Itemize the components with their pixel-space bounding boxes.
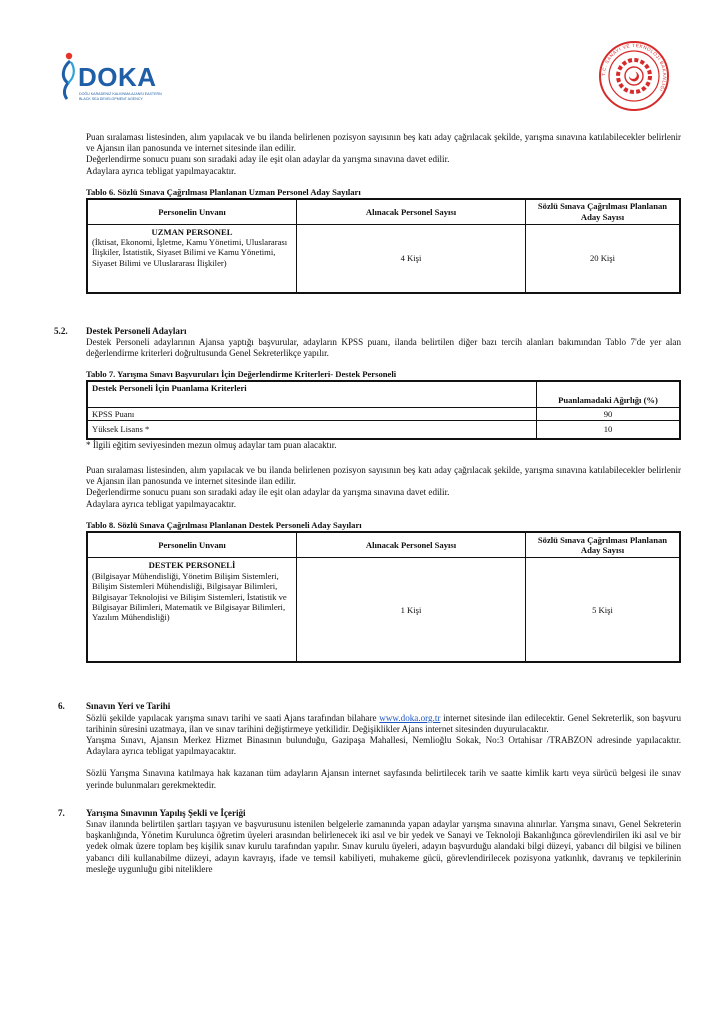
table8-title-cell	[87, 558, 297, 663]
table6	[86, 198, 681, 294]
section-5-2-text: Destek Personeli adaylarının Ajansa yaptığı başvurular, adayların KPSS puanı, ilanda belirtilen diğer bazı tercih alanları bakımından Tablo 7'de yer alan değerlendirme kriterleri doğrultusunda Genel Sekreterlikçe yapılır.	[86, 336, 681, 358]
table8	[86, 531, 681, 664]
section-6-text: Sözlü şekilde yapılacak yarışma sınavı tarihi ve saati Ajans tarafından bilahare www.doka.org.tr internet sitesinde ilan edilecektir. Genel Sekreterlik, son başvuru tarihinin süresini uzatmaya, ilan ve sınav tarihini değiştirmeye yetkilidir. Değişiklikler Ajans internet sitesinden duyurulacaktır.	[86, 712, 681, 734]
table8-header-planned: Sözlü Sınava Çağrılması Planlanan Aday Sayısı	[526, 532, 681, 558]
intro-line-1: Puan sıralaması listesinden, alım yapılacak ve bu ilanda belirlenen pozisyon sayısının beş katı aday çağrılacak şekilde, yarışma sınavına katılabilecekler belirlenir ve Ajansın ilan panosunda ve internet sitesinde ilan edilir.	[86, 132, 681, 154]
table8-count: 1 Kişi	[297, 558, 526, 663]
doka-logo-text: DOKA	[78, 62, 157, 92]
table6-planned: 20 Kişi	[526, 224, 681, 293]
doka-website-link[interactable]: www.doka.org.tr	[379, 712, 441, 723]
section-5-2	[54, 325, 681, 360]
section-6	[58, 701, 681, 790]
section-6-number: 6.	[58, 701, 65, 712]
second-line-3: Adaylara ayrıca tebligat yapılmayacaktır.	[86, 498, 236, 509]
table7-row-label: KPSS Puanı	[87, 407, 537, 420]
section-7	[58, 807, 681, 875]
ministry-seal-icon	[598, 40, 670, 112]
table8-header-count: Alınacak Personel Sayısı	[297, 532, 526, 558]
table6-count: 4 Kişi	[297, 224, 526, 293]
table6-header-title: Personelin Unvanı	[87, 199, 297, 224]
table7	[86, 380, 681, 439]
intro-line-3: Adaylara ayrıca tebligat yapılmayacaktır.	[86, 165, 236, 176]
section-7-title: Yarışma Sınavının Yapılış Şekli ve İçeriği	[86, 807, 246, 818]
table6-caption: Tablo 6. Sözlü Sınava Çağrılması Planlanan Uzman Personel Aday Sayıları	[86, 186, 361, 197]
second-line-2: Değerlendirme sonucu puanı son sıradaki aday ile eşit olan adaylar da yarışma sınavına davet edilir.	[86, 487, 450, 498]
doka-logo-subtitle: DOĞU KARADENİZ KALKINMA AJANSI EASTERN BLACK SEA DEVELOPMENT AGENCY	[79, 92, 162, 101]
table7-caption: Tablo 7. Yarışma Sınavı Başvuruları İçin Değerlendirme Kriterleri- Destek Personeli	[86, 369, 397, 380]
table7-header-criteria: Destek Personeli İçin Puanlama Kriterleri	[87, 381, 537, 407]
table6-detail: (İktisat, Ekonomi, İşletme, Kamu Yönetimi, Uluslararası İlişkiler, İstatistik, Siyaset Bilimi ve Kamu Yönetimi, Siyaset Bilimi ve Uluslararası İlişkiler)	[92, 236, 288, 268]
section-6-id-requirement: Sözlü Yarışma Sınavına katılmaya hak kazanan tüm adayların Ajansın internet sayfasında belirtilecek tarih ve saatte kimlik kartı veya sürücü belgesi ile sınav yerinde bulunmaları gerekmektedir.	[86, 768, 681, 790]
table6-header-count: Alınacak Personel Sayısı	[297, 199, 526, 224]
section-5-2-number: 5.2.	[54, 325, 68, 336]
table7-row-value: 10	[537, 421, 681, 439]
table7-row-value: 90	[537, 407, 681, 420]
section-7-text: Sınav ilanında belirtilen şartları taşıyan ve başvurusunu istenilen belgelerle zamanında yapan adaylar yarışma sınavına alınırlar. Yarışma sınavı, Genel Sekreterin başkanlığında, Yönetim Kurulunca öğretim üyeleri arasından belirlenecek iki asıl ve bir yedek ve Sanayi ve Teknoloji Bakanlığınca görevlendirilen iki asıl ve bir yedek olmak üzere toplam beş kişilik sınav kurulu tarafından yapılır. Sınav kurulu üyeleri, adayın başvurduğu alandaki bilgi düzeyi, yabancı dil bilgisi ve bilinen yabancı dili kullanabilme düzeyi, adayın kavrayış, ifade ve temsil kabiliyeti, muhakeme gücü, görevlendirilecek pozisyona yatkınlık, davranış ve tepkilerinin mesleğe uygunluğu gibi niteliklere	[86, 819, 681, 874]
table8-title: DESTEK PERSONELİ	[148, 560, 236, 571]
table6-header-planned: Sözlü Sınava Çağrılması Planlanan Aday Sayısı	[526, 199, 681, 224]
intro-line-2: Değerlendirme sonucu puanı son sıradaki aday ile eşit olan adaylar da yarışma sınavına davet edilir.	[86, 154, 450, 165]
table8-planned: 5 Kişi	[526, 558, 681, 663]
table8-caption: Tablo 8. Sözlü Sınava Çağrılması Planlanan Destek Personeli Aday Sayıları	[86, 519, 362, 530]
doka-figure-icon	[58, 50, 80, 100]
section-5-2-title: Destek Personeli Adayları	[86, 325, 187, 336]
document-content	[54, 132, 681, 875]
table6-title: UZMAN PERSONEL	[151, 226, 233, 237]
table-row	[87, 421, 680, 439]
table7-note: * İlgili eğitim seviyesinden mezun olmuş adaylar tam puan alacaktır.	[86, 439, 337, 450]
seal-text: T.C. SANAYİ VE TEKNOLOJİ BAKANLIĞI	[600, 42, 668, 93]
table-row	[87, 224, 680, 293]
doka-logo	[58, 50, 178, 106]
table8-header-title: Personelin Unvanı	[87, 532, 297, 558]
table-row	[87, 407, 680, 420]
table8-detail: (Bilgisayar Mühendisliği, Yönetim Bilişim Sistemleri, Bilişim Sistemleri Mühendisliği, Bilgisayar Bilimleri, Bilgisayar Teknolojisi ve Bilişim Sistemleri, İstatistik ve Bilgisayar Bilimleri, Matematik ve Bilgisayar Bilimleri, Yazılım Mühendisliği)	[92, 570, 287, 623]
section-7-number: 7.	[58, 807, 65, 818]
table6-title-cell	[87, 224, 297, 293]
table7-row-label: Yüksek Lisans *	[87, 421, 537, 439]
table-row	[87, 558, 680, 663]
section-6-address: Yarışma Sınavı, Ajansın Merkez Hizmet Binasının bulunduğu, Gazipaşa Mahallesi, Nemlioğlu Sokak, No:3 Ortahisar /TRABZON adresinde yapılacaktır. Adaylara ayrıca tebligat yapılmayacaktır.	[86, 735, 681, 757]
section-6-title: Sınavın Yeri ve Tarihi	[86, 701, 171, 712]
table7-header-weight: Puanlamadaki Ağırlığı (%)	[537, 381, 681, 407]
second-line-1: Puan sıralaması listesinden, alım yapılacak ve bu ilanda belirlenen pozisyon sayısının beş katı aday çağrılacak şekilde, yarışma sınavına katılabilecekler belirlenir ve Ajansın ilan panosunda ve internet sitesinde ilan edilir.	[86, 464, 681, 487]
